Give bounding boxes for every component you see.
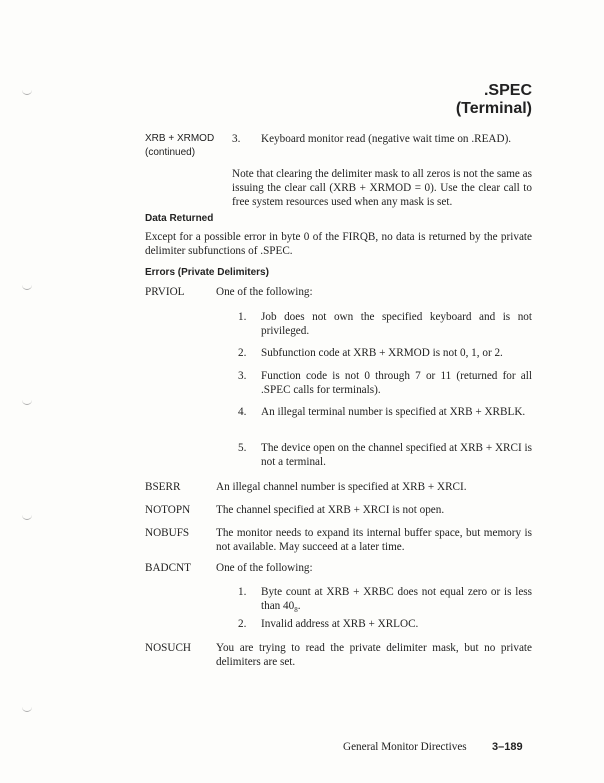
page-title: .SPEC bbox=[483, 82, 532, 99]
item-number: 1. bbox=[238, 311, 247, 323]
section-heading: Errors (Private Delimiters) bbox=[145, 267, 269, 278]
item-text: Job does not own the specified keyboard and is not privileged. bbox=[261, 311, 532, 337]
item-text: Byte count at XRB + XRBC does not equal zero or is less than $40_8$. bbox=[261, 586, 532, 615]
error-intro: One of the following: bbox=[216, 286, 313, 298]
binding-mark bbox=[22, 513, 32, 520]
note-paragraph: Note that clearing the delimiter mask to all zeros is not the same as issuing the clear call (XRB + XRMOD = 0). Use the clear call to free system resources used when any mask is set. bbox=[232, 168, 532, 208]
binding-mark bbox=[22, 705, 32, 712]
error-text: The channel specified at XRB + XRCI is not open. bbox=[216, 504, 445, 516]
error-code: BADCNT bbox=[145, 562, 191, 574]
item-text: Invalid address at XRB + XRLOC. bbox=[261, 618, 419, 630]
error-code: BSERR bbox=[145, 481, 181, 493]
item-text: An illegal terminal number is specified at XRB + XRBLK. bbox=[261, 406, 526, 418]
binding-mark bbox=[22, 398, 32, 405]
section-heading: Data Returned bbox=[145, 213, 214, 224]
item-number: 5. bbox=[238, 442, 247, 454]
item-text: Subfunction code at XRB + XRMOD is not 0, 1, or 2. bbox=[261, 347, 503, 359]
item-number: 3. bbox=[238, 370, 247, 382]
error-code: PRVIOL bbox=[145, 286, 185, 298]
paragraph: Except for a possible error in byte 0 of the FIRQB, no data is returned by the private delimiter subfunctions of .SPEC. bbox=[145, 231, 532, 257]
page-number: 3–189 bbox=[492, 741, 523, 753]
error-code: NOTOPN bbox=[145, 504, 191, 516]
item-number: 1. bbox=[238, 586, 247, 598]
footer-section: General Monitor Directives bbox=[343, 741, 467, 753]
item-text: Function code is not 0 through 7 or 11 (returned for all .SPEC calls for terminals). bbox=[261, 370, 532, 396]
item-number: 2. bbox=[238, 347, 247, 359]
continued-note: (continued) bbox=[145, 147, 196, 158]
error-text: An illegal channel number is specified at XRB + XRCI. bbox=[216, 481, 467, 493]
item-text: Keyboard monitor read (negative wait time on .READ). bbox=[261, 133, 512, 145]
error-code: NOSUCH bbox=[145, 642, 192, 654]
binding-mark bbox=[22, 283, 32, 290]
item-number: 3. bbox=[232, 133, 241, 145]
item-text: The device open on the channel specified at XRB + XRCI is not a terminal. bbox=[261, 442, 532, 468]
continued-label: XRB + XRMOD bbox=[145, 133, 215, 144]
error-intro: One of the following: bbox=[216, 562, 313, 574]
item-number: 4. bbox=[238, 406, 247, 418]
error-text: You are trying to read the private delimiter mask, but no private delimiters are set. bbox=[216, 642, 532, 668]
item-number: 2. bbox=[238, 618, 247, 630]
binding-mark bbox=[22, 88, 32, 95]
error-code: NOBUFS bbox=[145, 527, 190, 539]
error-text: The monitor needs to expand its internal buffer space, but memory is not available. May succeed at a later time. bbox=[216, 527, 532, 553]
page-subtitle: (Terminal) bbox=[455, 100, 532, 117]
